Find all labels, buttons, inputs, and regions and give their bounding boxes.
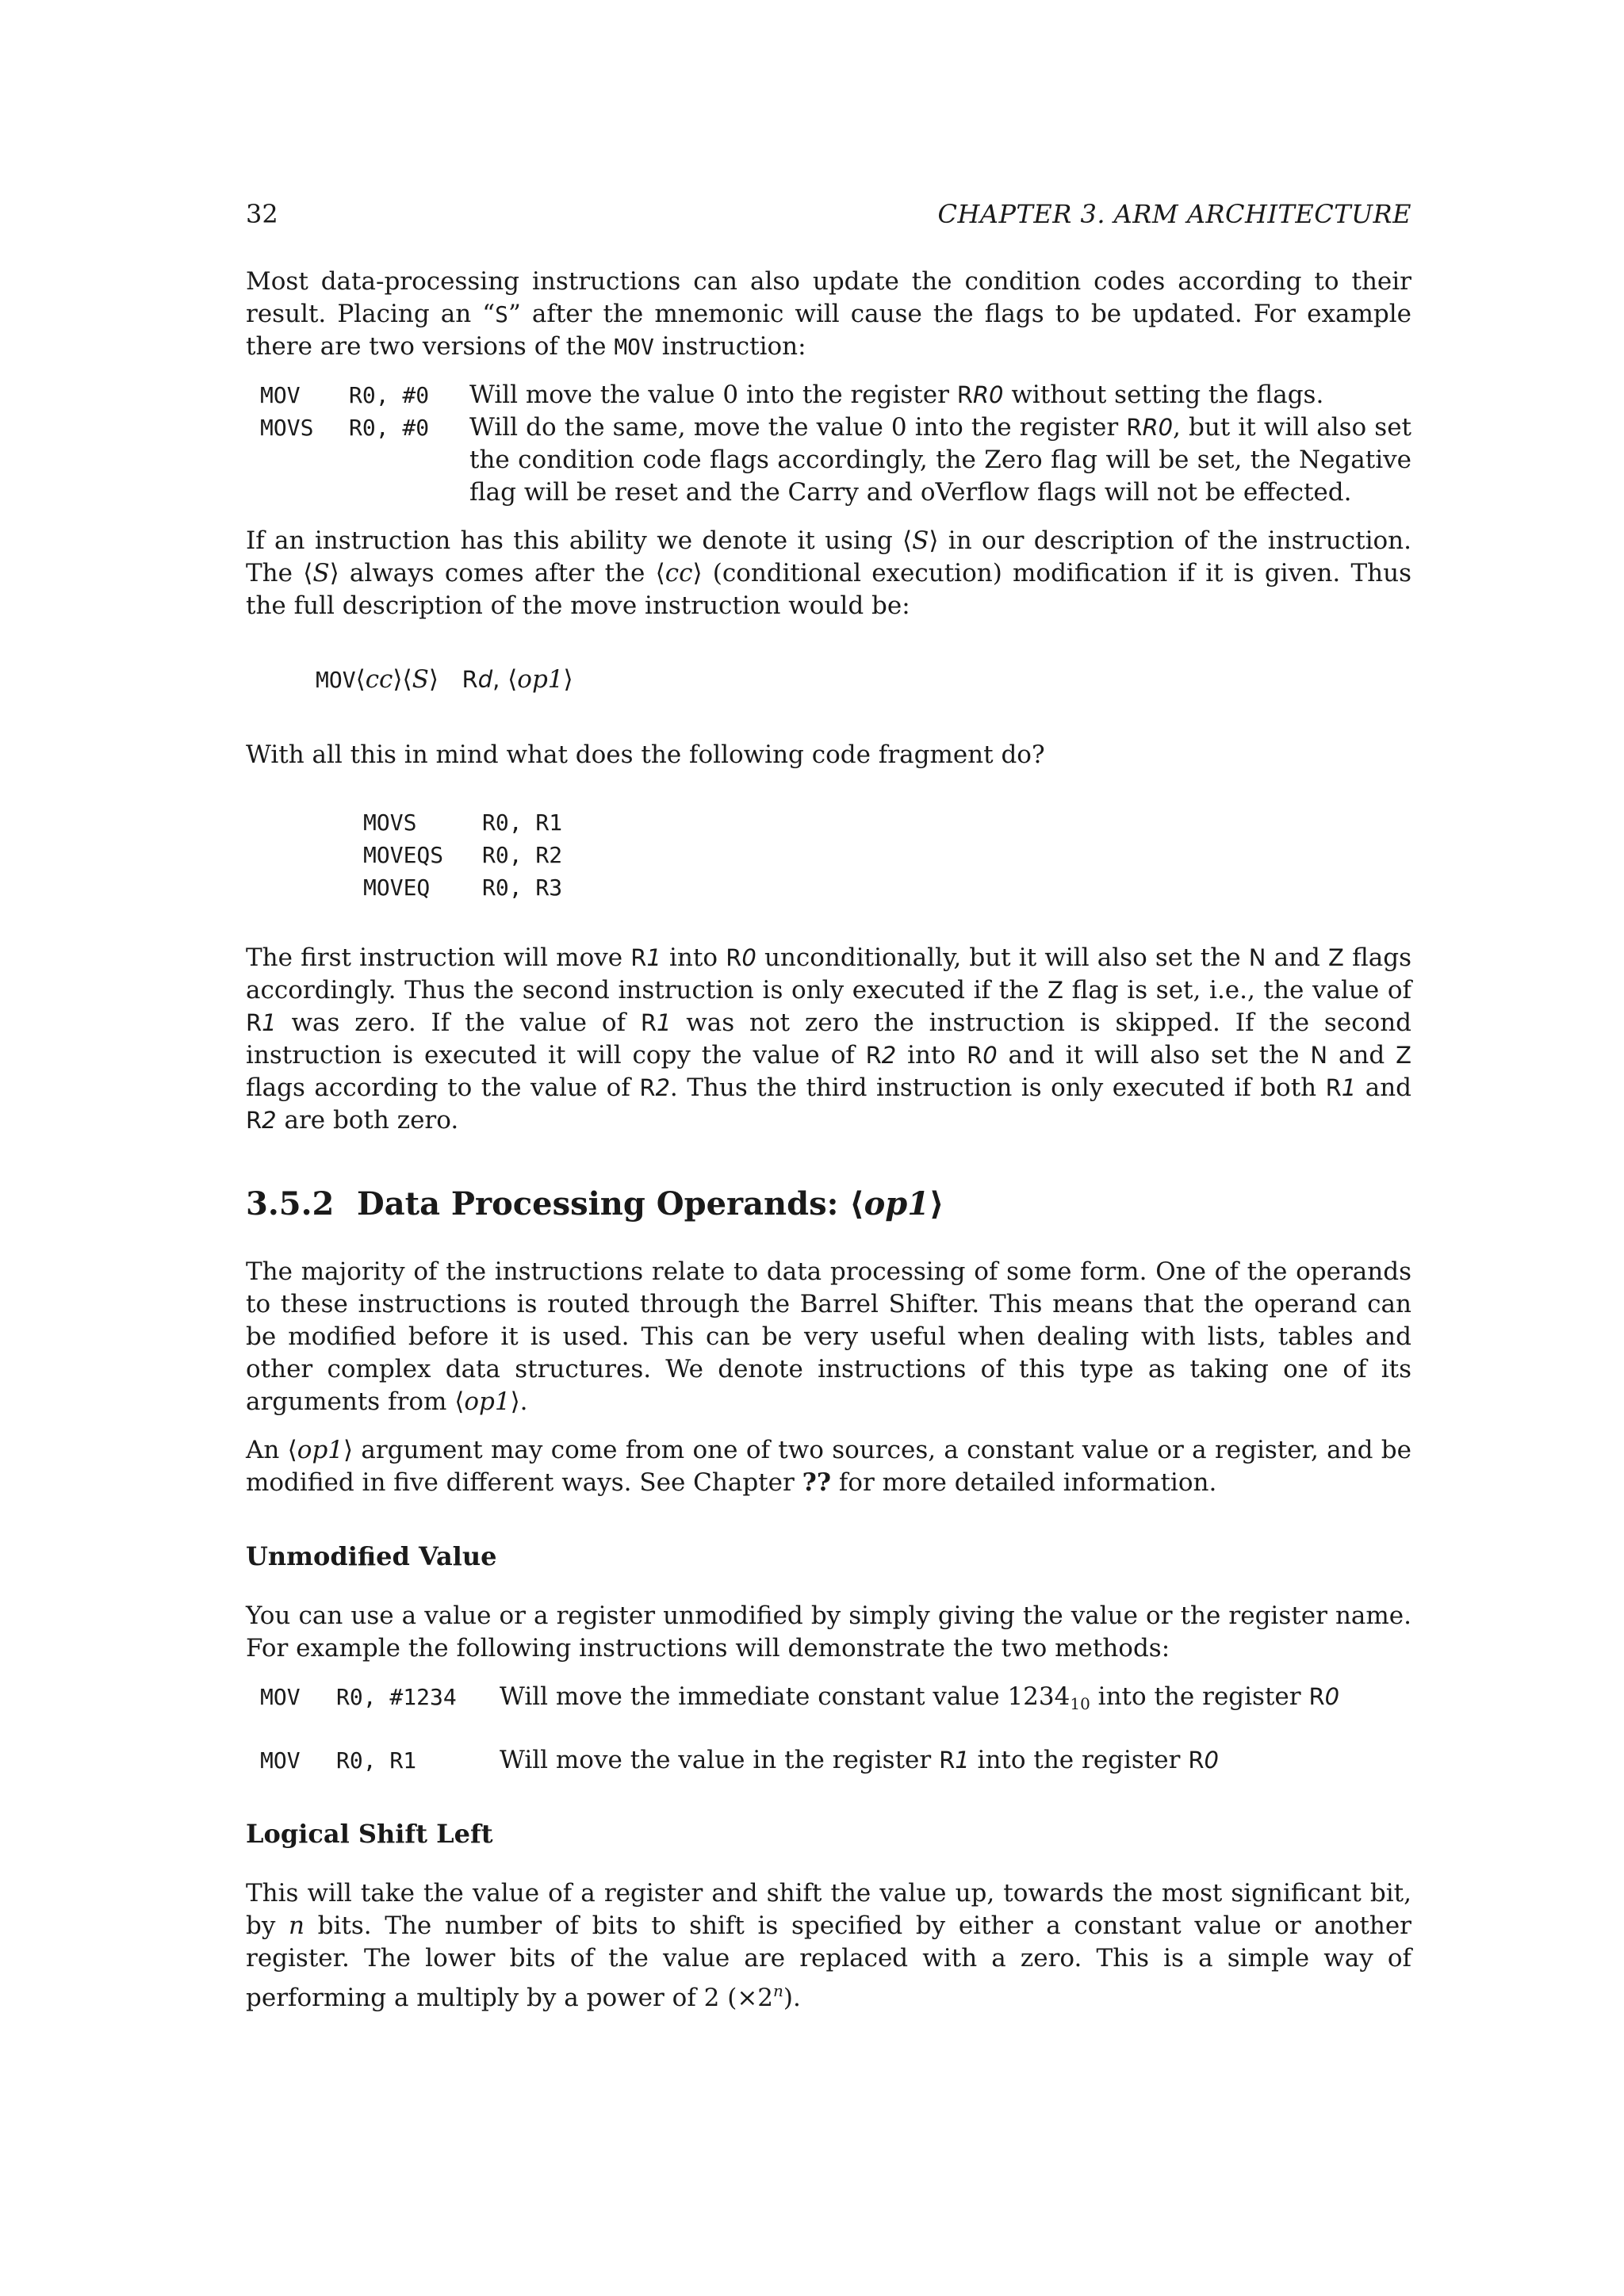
mov-versions-table	[260, 379, 1411, 509]
explanation-paragraph: The first instruction will move R1 into R0 unconditionally, but it will also set the N and Z flags accordingly. Thus the second instruction is only executed if the Z flag is set, i.e., the value of R1 was zero. If the value of R1 was not zero the instruction is skipped. If the second instruction is executed it will copy the value of R2 into R0 and it will also set the N and Z flags according to the value of R2. Thus the third instruction is only executed if both R1 and R2 are both zero.	[246, 943, 1412, 1135]
chapter-reference[interactable]: ??	[802, 1468, 831, 1497]
subheading-unmodified: Unmodified Value	[246, 1541, 497, 1571]
code-fragment	[363, 806, 1411, 904]
op1-paragraph-2: An ⟨op1⟩ argument may come from one of two sources, a constant value or a register, and be modified in five different ways. See Chapter ?? for more detailed information.	[246, 1436, 1411, 1497]
section-heading: 3.5.2 Data Processing Operands: ⟨op1⟩	[246, 1185, 944, 1223]
mov-syntax: MOV⟨cc⟩⟨S⟩ Rd, ⟨op1⟩	[316, 665, 573, 694]
unmodified-paragraph: You can use a value or a register unmodified by simply giving the value or the register name. For example the following instructions will demonstrate the two methods:	[246, 1601, 1411, 1663]
page-number: 32	[246, 199, 278, 229]
running-header	[246, 198, 1411, 231]
subheading-lsl: Logical Shift Left	[246, 1819, 493, 1849]
op1-paragraph-1: The majority of the instructions relate to data processing of some form. One of the operands to these instructions is routed through the Barrel Shifter. This means that the operand can be modified before it is used. This can be very useful when dealing with lists, tables and other complex data structures. We denote instructions of this type as taking one of its arguments from ⟨op1⟩.	[246, 1257, 1411, 1416]
unmodified-table	[260, 1681, 1411, 1777]
table-row: MOVS R0, #0 Will do the same, move the value 0 into the register RR0, but it will also set the condition code flags accordingly, the Zero flag will be set, the Negative flag will be reset and the Carry and oVerflow flags will not be effected.	[260, 413, 1411, 507]
question-paragraph: With all this in mind what does the following code fragment do?	[246, 740, 1045, 769]
table-row: MOV R0, #0 Will move the value 0 into the register RR0 without setting the flags.	[260, 381, 1324, 409]
code-line: MOVEQS R0, R2	[363, 842, 563, 868]
code-line: MOVS R0, R1	[363, 809, 563, 836]
chapter-title: CHAPTER 3. ARM ARCHITECTURE	[937, 199, 1411, 229]
s-flag-paragraph: If an instruction has this ability we denote it using ⟨S⟩ in our description of the instruction. The ⟨S⟩ always comes after the ⟨cc⟩ (conditional execution) modification if it is given. Thus the full description of the move instruction would be:	[246, 526, 1411, 620]
intro-paragraph: Most data-processing instructions can also update the condition codes according to their result. Placing an “S” after the mnemonic will cause the flags to be updated. For example there are two versions of the MOV instruction:	[246, 267, 1411, 361]
table-row: MOV R0, R1 Will move the value in the register R1 into the register R0	[260, 1746, 1219, 1774]
table-row: MOV R0, #1234 Will move the immediate constant value $1234_{10}$ into the register R0	[260, 1682, 1340, 1713]
lsl-paragraph: This will take the value of a register and shift the value up, towards the most significant bit, by n bits. The number of bits to shift is specified by either a constant value or another register. The lower bits of the value are replaced with a zero. This is a simple way of performing a multiply by a power of 2 $(\times 2^n)$.	[246, 1879, 1411, 2012]
document-page	[246, 198, 1411, 2030]
code-line: MOVEQ R0, R3	[363, 874, 563, 901]
